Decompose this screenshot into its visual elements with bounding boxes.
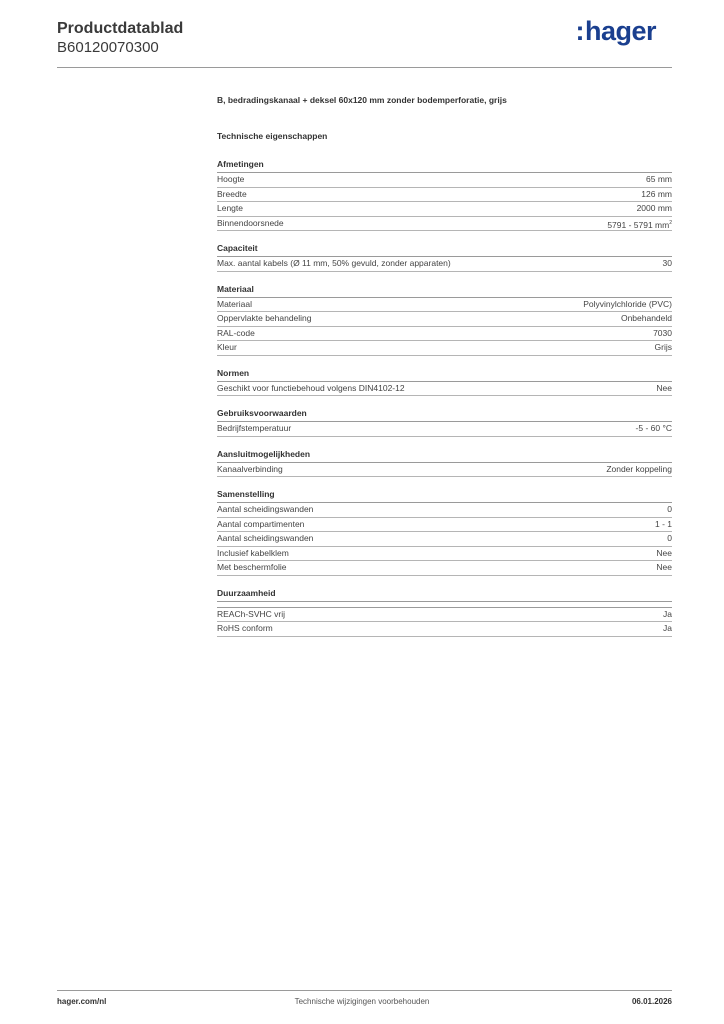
spec-label: Binnendoorsnede: [217, 217, 284, 228]
spec-value-text: Nee: [656, 562, 672, 572]
footer-divider: [57, 990, 672, 991]
technical-properties-heading: Technische eigenschappen: [217, 131, 328, 141]
spec-row: [217, 298, 672, 313]
logo-colon-mark: :: [575, 16, 584, 46]
spec-section: [217, 284, 672, 356]
spec-row: [217, 341, 672, 356]
spec-section: [217, 408, 672, 437]
section-title: Materiaal: [217, 284, 672, 298]
spec-row: [217, 622, 672, 637]
spec-label: Kanaalverbinding: [217, 463, 283, 474]
spec-row: [217, 547, 672, 562]
spec-section: [217, 159, 672, 231]
spec-label: Met beschermfolie: [217, 562, 287, 572]
spec-row: [217, 312, 672, 327]
spec-value-text: Grijs: [654, 342, 672, 352]
header-divider: [57, 67, 672, 68]
spec-row: [217, 561, 672, 576]
spec-value: [621, 312, 672, 326]
spec-row: [217, 202, 672, 217]
spec-row: [217, 217, 672, 232]
spec-value: [656, 547, 672, 561]
spec-value: [606, 463, 672, 477]
spec-value: [646, 173, 672, 187]
product-description: B, bedradingskanaal + deksel 60x120 mm zonder bodemperforatie, grijs: [217, 95, 507, 105]
product-content: [217, 95, 672, 637]
spec-value-text: Polyvinylchloride (PVC): [583, 298, 672, 309]
spec-value-text: Onbehandeld: [620, 313, 672, 323]
spec-label: Aantal scheidingswanden: [217, 533, 314, 543]
spec-row: [217, 173, 672, 188]
spec-label: Aantal scheidingswanden: [217, 504, 314, 514]
spec-row: [217, 382, 672, 397]
spec-row: [217, 422, 672, 437]
spec-label: Inclusief kabelklem: [217, 547, 289, 558]
spec-value: [583, 298, 672, 312]
spec-value-text: 0: [667, 504, 672, 514]
spec-row: [217, 532, 672, 547]
footer-disclaimer: Technische wijzigingen voorbehouden: [294, 997, 430, 1006]
spec-value-text: Ja: [663, 623, 672, 633]
spec-value-text: 0: [667, 533, 672, 543]
spec-value: [637, 202, 672, 216]
footer-date: 06.01.2026: [631, 997, 672, 1006]
spec-value-text: Ja: [663, 608, 672, 619]
spec-label: REACh-SVHC vrij: [217, 608, 286, 619]
spec-label: Breedte: [217, 188, 247, 199]
spec-label: Aantal compartimenten: [217, 518, 305, 529]
spec-value-text: 1 - 1: [654, 518, 672, 529]
spec-value-text: Nee: [656, 382, 672, 393]
spec-value: [655, 518, 672, 532]
spec-label: Lengte: [217, 203, 243, 213]
spec-row: [217, 518, 672, 533]
spec-value-superscript: 2: [669, 219, 672, 226]
spec-value: [607, 217, 672, 231]
spec-label: Max. aantal kabels (Ø 11 mm, 50% gevuld, zonder apparaten): [217, 258, 451, 268]
spec-label: Oppervlakte behandeling: [217, 313, 312, 323]
section-title: Samenstelling: [217, 489, 672, 503]
section-title: Gebruiksvoorwaarden: [217, 408, 672, 422]
spec-section: [217, 449, 672, 478]
spec-section: [217, 588, 672, 637]
spec-value-text: 126 mm: [641, 188, 672, 199]
spec-value-text: Nee: [656, 547, 672, 558]
spec-label: Geschikt voor functiebehoud volgens DIN4102-12: [217, 382, 405, 393]
spec-section: [217, 489, 672, 576]
spec-value-text: -5 - 60 °C: [635, 423, 672, 433]
spec-value: [653, 327, 672, 341]
hager-logo: [575, 16, 656, 47]
section-title: Afmetingen: [217, 159, 672, 173]
spec-label: Hoogte: [217, 174, 245, 184]
footer-website: hager.com/nl: [57, 997, 107, 1006]
spec-row: [217, 257, 672, 272]
product-code: B60120070300: [57, 39, 159, 56]
spec-row: [217, 503, 672, 518]
section-title: Aansluitmogelijkheden: [217, 449, 672, 463]
spec-value: [655, 341, 672, 355]
spec-label: Materiaal: [217, 298, 252, 309]
section-title: Normen: [217, 368, 672, 382]
section-title: Duurzaamheid: [217, 588, 672, 602]
spec-label: Kleur: [217, 342, 237, 352]
specification-sections: [217, 159, 672, 637]
spec-label: RoHS conform: [217, 623, 273, 633]
spec-value: [636, 422, 672, 436]
spec-section: [217, 243, 672, 272]
spec-value-text: 2000 mm: [636, 203, 672, 213]
spec-value-text: Zonder koppeling: [606, 463, 672, 474]
spec-value-text: 7030: [653, 327, 672, 338]
spec-value-text: 65 mm: [646, 174, 672, 184]
section-title: Capaciteit: [217, 243, 672, 257]
spec-row: [217, 608, 672, 623]
spec-value: [667, 532, 672, 546]
spec-row: [217, 327, 672, 342]
spec-value: [656, 382, 672, 396]
spec-section: [217, 368, 672, 397]
spec-label: RAL-code: [217, 327, 255, 338]
spec-value: [663, 622, 672, 636]
spec-value: [663, 257, 672, 271]
spec-label: Bedrijfstemperatuur: [217, 423, 292, 433]
document-title: Productdatablad: [57, 20, 184, 37]
spec-row: [217, 463, 672, 478]
spec-value-text: 30: [662, 258, 672, 268]
spec-row: [217, 188, 672, 203]
spec-value: [663, 608, 672, 622]
spec-value: [667, 503, 672, 517]
spec-value: [641, 188, 672, 202]
logo-text: hager: [584, 16, 656, 46]
spec-value-text: 5791 - 5791 mm: [607, 219, 670, 230]
spec-value: [656, 561, 672, 575]
